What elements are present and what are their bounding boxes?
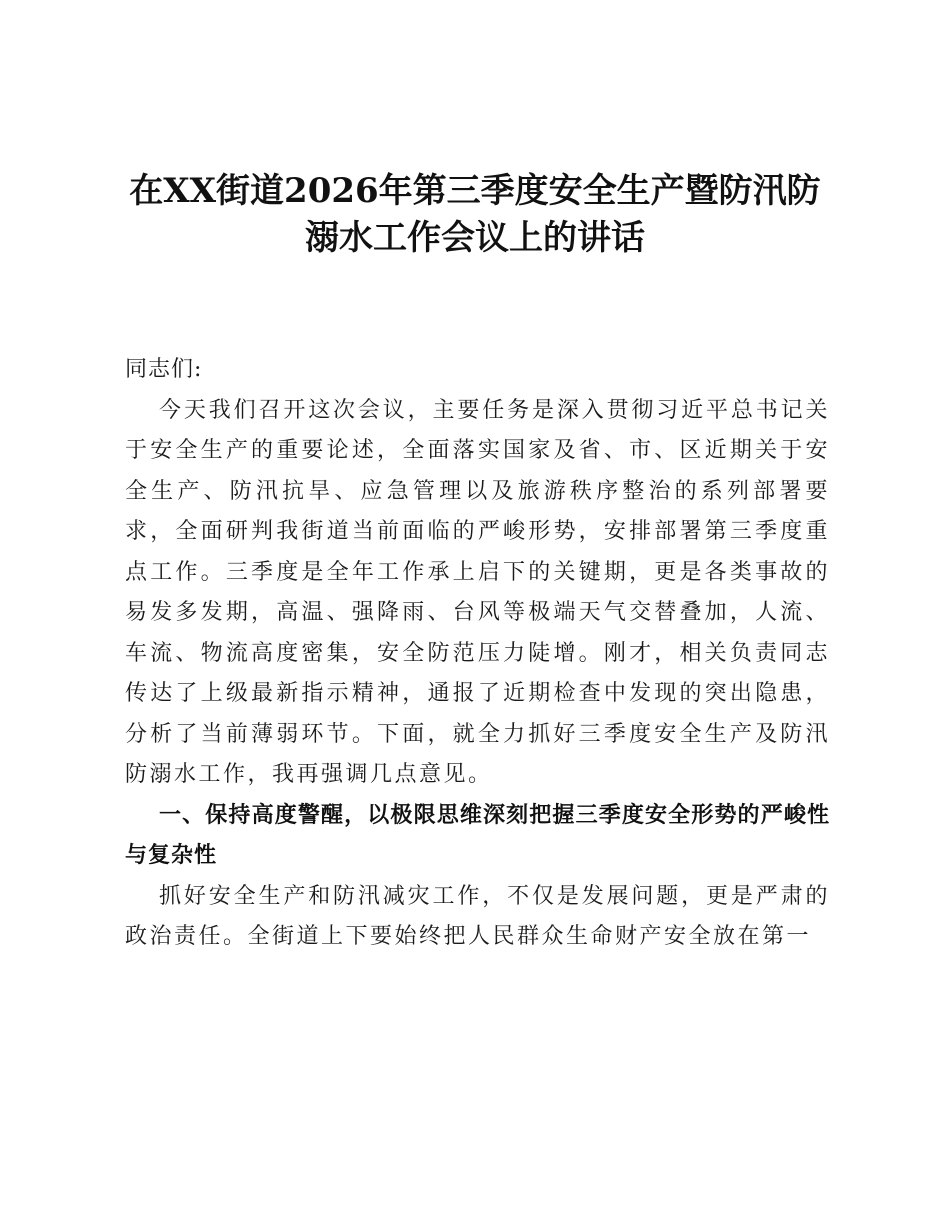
paragraph-intro: 今天我们召开这次会议，主要任务是深入贯彻习近平总书记关于安全生产的重要论述，全面落实国家及省、市、区近期关于安全生产、防汛抗旱、应急管理以及旅游秩序整治的系列部署要求，全面研判我街道当前面临的严峻形势，安排部署第三季度重点工作。三季度是全年工作承上启下的关键期，更是各类事故的易发多发期，高温、强降雨、台风等极端天气交替叠加，人流、车流、物流高度密集，安全防范压力陡增。刚才，相关负责同志传达了上级最新指示精神，通报了近期检查中发现的突出隐患，分析了当前薄弱环节。下面，就全力抓好三季度安全生产及防汛防溺水工作，我再强调几点意见。 <box>125 397 830 787</box>
document-body <box>125 350 830 958</box>
title-line-1: 在XX街道2026年第三季度安全生产暨防汛防 <box>129 171 821 211</box>
section-heading-1: 一、保持高度警醒，以极限思维深刻把握三季度安全形势的严峻性与复杂性 <box>125 802 830 868</box>
title-line-2: 溺水工作会议上的讲话 <box>305 218 645 258</box>
salutation: 同志们: <box>125 357 203 382</box>
document-title <box>100 168 850 262</box>
paragraph-section-1: 抓好安全生产和防汛减灾工作，不仅是发展问题，更是严肃的政治责任。全街道上下要始终把人民群众生命财产安全放在第一 <box>125 883 830 949</box>
